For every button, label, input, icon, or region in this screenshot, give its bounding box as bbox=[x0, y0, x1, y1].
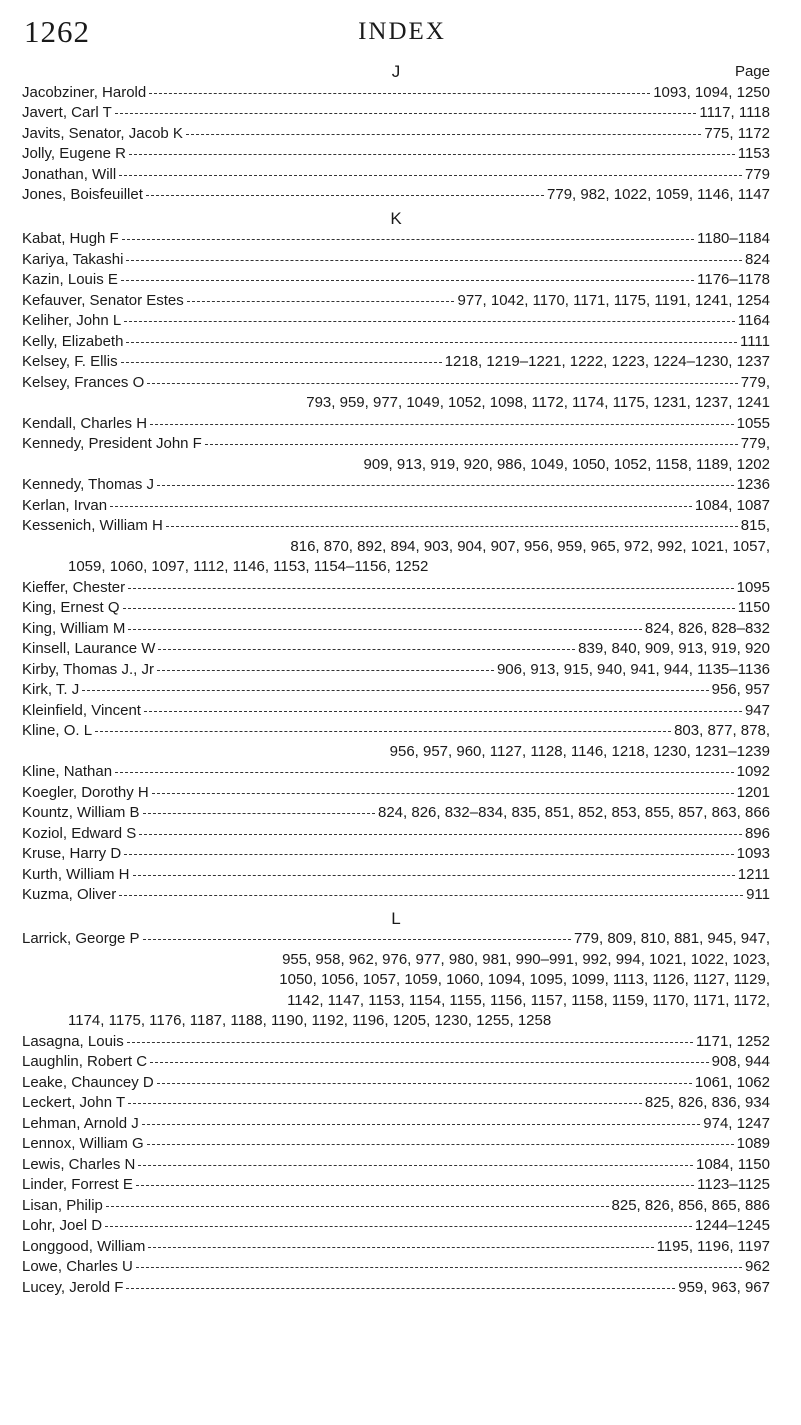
entry-pages-continuation: 955, 958, 962, 976, 977, 980, 981, 990–991, 992, 994, 1021, 1022, 1023, bbox=[282, 950, 770, 968]
entry-line bbox=[22, 660, 770, 681]
index-entry bbox=[22, 1052, 770, 1073]
entry-line bbox=[22, 598, 770, 619]
entry-pages: 779, bbox=[740, 373, 770, 391]
index-entry bbox=[22, 103, 770, 124]
index-entry bbox=[22, 311, 770, 332]
entry-pages: 1093 bbox=[736, 845, 770, 862]
section-heading bbox=[22, 209, 770, 230]
dot-leader bbox=[186, 134, 701, 135]
dot-leader bbox=[146, 195, 544, 196]
dot-leader bbox=[166, 526, 738, 527]
index-entry bbox=[22, 762, 770, 783]
entry-name: Kirby, Thomas J., Jr bbox=[22, 660, 154, 678]
entry-name: Kountz, William B bbox=[22, 804, 140, 821]
entry-pages: 1093, 1094, 1250 bbox=[653, 83, 770, 101]
entry-pages: 1180–1184 bbox=[697, 230, 770, 247]
entry-name: Kuzma, Oliver bbox=[22, 886, 117, 903]
entry-name: Lehman, Arnold J bbox=[22, 1114, 139, 1132]
entry-line bbox=[22, 762, 770, 783]
index-entry bbox=[22, 1237, 770, 1258]
index-section-l bbox=[22, 909, 770, 1299]
entry-pages: 1084, 1150 bbox=[696, 1155, 770, 1173]
entry-line bbox=[22, 619, 770, 640]
entry-name: Laughlin, Robert C bbox=[22, 1053, 148, 1070]
dot-leader bbox=[139, 834, 742, 835]
entry-pages-continuation: 816, 870, 892, 894, 903, 904, 907, 956, 959, 965, 972, 992, 1021, 1057, bbox=[290, 537, 770, 555]
dot-leader bbox=[142, 1124, 701, 1125]
entry-name: Larrick, George P bbox=[22, 930, 140, 947]
dot-leader bbox=[157, 485, 734, 486]
entry-pages-continuation: 1174, 1175, 1176, 1187, 1188, 1190, 1192, 1196, 1205, 1230, 1255, 1258 bbox=[68, 1012, 552, 1029]
entry-pages: 815, bbox=[740, 517, 770, 534]
index-entry bbox=[22, 1155, 770, 1176]
entry-pages: 1164 bbox=[737, 312, 770, 329]
index-entry bbox=[22, 83, 770, 104]
entry-pages: 911 bbox=[746, 886, 770, 903]
entry-name: Koziol, Edward S bbox=[22, 824, 137, 842]
dot-leader bbox=[121, 362, 442, 363]
entry-line bbox=[22, 844, 770, 865]
dot-leader bbox=[128, 1103, 642, 1104]
entry-name: Kelly, Elizabeth bbox=[22, 332, 124, 350]
dot-leader bbox=[150, 1062, 709, 1063]
entry-line bbox=[22, 1278, 770, 1299]
index-entry bbox=[22, 639, 770, 660]
dot-leader bbox=[128, 588, 734, 589]
entry-pages: 906, 913, 915, 940, 941, 944, 1135–1136 bbox=[496, 660, 770, 678]
index-entry bbox=[22, 680, 770, 701]
entry-name: Kirk, T. J bbox=[22, 681, 80, 698]
entry-line bbox=[22, 124, 770, 145]
entry-line bbox=[22, 250, 770, 271]
index-entry bbox=[22, 352, 770, 373]
entry-line bbox=[22, 1196, 770, 1217]
entry-pages: 1201 bbox=[736, 783, 770, 801]
dot-leader bbox=[144, 711, 742, 712]
dot-leader bbox=[157, 1083, 692, 1084]
index-entry bbox=[22, 1278, 770, 1299]
index-entry bbox=[22, 619, 770, 640]
entry-name: Kerlan, Irvan bbox=[22, 496, 108, 514]
index-entry bbox=[22, 124, 770, 145]
entry-name: Kurth, William H bbox=[22, 865, 130, 883]
entry-line bbox=[22, 1175, 770, 1196]
index-entry bbox=[22, 434, 770, 475]
entry-name: Kazin, Louis E bbox=[22, 271, 118, 288]
index-entry bbox=[22, 721, 770, 762]
dot-leader bbox=[143, 813, 375, 814]
dot-leader bbox=[95, 731, 671, 732]
entry-pages: 1176–1178 bbox=[697, 271, 770, 288]
page-header bbox=[22, 14, 782, 54]
entry-name: Kleinfield, Vincent bbox=[22, 701, 141, 719]
entry-name: Lennox, William G bbox=[22, 1135, 144, 1152]
dot-leader bbox=[126, 260, 742, 261]
entry-pages: 956, 957 bbox=[711, 681, 770, 698]
entry-pages-continuation: 909, 913, 919, 920, 986, 1049, 1050, 1052, 1158, 1189, 1202 bbox=[363, 455, 770, 473]
entry-pages: 803, 877, 878, bbox=[674, 722, 770, 739]
dot-leader bbox=[152, 793, 734, 794]
entry-name: Lucey, Jerold F bbox=[22, 1278, 124, 1296]
entry-pages: 824, 826, 832–834, 835, 851, 852, 853, 855, 857, 863, 866 bbox=[377, 804, 770, 821]
entry-pages: 1084, 1087 bbox=[694, 496, 770, 514]
entry-name: Lewis, Charles N bbox=[22, 1155, 136, 1173]
dot-leader bbox=[133, 875, 735, 876]
section-heading bbox=[22, 909, 770, 930]
entry-name: Javert, Carl T bbox=[22, 104, 112, 121]
entry-line bbox=[22, 578, 770, 599]
dot-leader bbox=[106, 1206, 609, 1207]
entry-name: Jolly, Eugene R bbox=[22, 145, 126, 162]
entry-line bbox=[22, 311, 770, 332]
index-entry bbox=[22, 516, 770, 578]
entry-pages: 1244–1245 bbox=[694, 1217, 770, 1234]
entry-name: Kelsey, F. Ellis bbox=[22, 353, 118, 370]
entry-line bbox=[22, 803, 770, 824]
dot-leader bbox=[115, 772, 734, 773]
entry-pages: 1055 bbox=[736, 414, 770, 432]
entry-pages: 908, 944 bbox=[711, 1053, 770, 1070]
dot-leader bbox=[148, 1247, 653, 1248]
dot-leader bbox=[128, 629, 642, 630]
entry-pages-continuation: 1142, 1147, 1153, 1154, 1155, 1156, 1157, 1158, 1159, 1170, 1171, 1172, bbox=[287, 991, 770, 1009]
dot-leader bbox=[143, 939, 571, 940]
dot-leader bbox=[136, 1267, 742, 1268]
entry-name: King, William M bbox=[22, 619, 126, 637]
entry-line bbox=[22, 434, 770, 455]
entry-name: Keliher, John L bbox=[22, 312, 122, 329]
entry-pages: 947 bbox=[744, 701, 770, 719]
entry-pages-continuation: 1059, 1060, 1097, 1112, 1146, 1153, 1154–1156, 1252 bbox=[68, 558, 429, 575]
entry-pages: 962 bbox=[744, 1258, 770, 1275]
entry-pages: 1218, 1219–1221, 1222, 1223, 1224–1230, 1237 bbox=[444, 353, 770, 370]
entry-name: Lisan, Philip bbox=[22, 1196, 103, 1214]
index-entry bbox=[22, 865, 770, 886]
index-entry bbox=[22, 229, 770, 250]
entry-line bbox=[22, 639, 770, 660]
entry-name: Leckert, John T bbox=[22, 1094, 126, 1111]
entry-name: Javits, Senator, Jacob K bbox=[22, 124, 183, 142]
entry-line bbox=[22, 783, 770, 804]
entry-pages: 1095 bbox=[736, 578, 770, 596]
entry-line bbox=[22, 824, 770, 845]
entry-line bbox=[22, 1134, 770, 1155]
index-section-j bbox=[22, 62, 770, 206]
index-entry bbox=[22, 291, 770, 312]
dot-leader bbox=[126, 1288, 675, 1289]
entry-pages: 779, 809, 810, 881, 945, 947, bbox=[573, 930, 770, 947]
dot-leader bbox=[149, 93, 650, 94]
entry-pages: 779, 982, 1022, 1059, 1146, 1147 bbox=[547, 186, 770, 203]
entry-name: Lohr, Joel D bbox=[22, 1217, 103, 1234]
entry-pages: 1111 bbox=[739, 332, 770, 350]
index-section-k bbox=[22, 209, 770, 906]
entry-name: Kelsey, Frances O bbox=[22, 373, 145, 391]
index-entry bbox=[22, 1216, 770, 1237]
entry-name: Kieffer, Chester bbox=[22, 578, 126, 596]
entry-name: Koegler, Dorothy H bbox=[22, 783, 149, 801]
entry-line bbox=[22, 414, 770, 435]
entry-pages: 1089 bbox=[736, 1135, 770, 1152]
entry-line bbox=[22, 701, 770, 722]
entry-name: Jacobziner, Harold bbox=[22, 83, 147, 101]
entry-line bbox=[22, 332, 770, 353]
entry-pages: 824, 826, 828–832 bbox=[644, 619, 770, 637]
entry-name: Kline, O. L bbox=[22, 722, 93, 739]
index-entry bbox=[22, 701, 770, 722]
dot-leader bbox=[187, 301, 455, 302]
index-entry bbox=[22, 144, 770, 165]
dot-leader bbox=[138, 1165, 693, 1166]
index-content bbox=[22, 62, 770, 1298]
dot-leader bbox=[119, 895, 743, 896]
entry-name: Leake, Chauncey D bbox=[22, 1073, 154, 1091]
entry-line bbox=[22, 291, 770, 312]
entry-line bbox=[22, 1155, 770, 1176]
entry-line bbox=[22, 865, 770, 886]
index-entry bbox=[22, 1073, 770, 1094]
entry-name: Lowe, Charles U bbox=[22, 1258, 133, 1275]
entry-line bbox=[22, 373, 770, 394]
entry-line bbox=[22, 1237, 770, 1258]
section-letter: K bbox=[390, 208, 402, 228]
entry-line bbox=[22, 1032, 770, 1053]
entry-name: Kruse, Harry D bbox=[22, 845, 122, 862]
dot-leader bbox=[147, 383, 738, 384]
dot-leader bbox=[105, 1226, 692, 1227]
entry-name: Kessenich, William H bbox=[22, 517, 163, 534]
entry-line bbox=[22, 475, 770, 496]
index-entry bbox=[22, 803, 770, 824]
entry-line bbox=[22, 1257, 770, 1278]
dot-leader bbox=[124, 854, 733, 855]
index-entry bbox=[22, 1257, 770, 1278]
dot-leader bbox=[82, 690, 708, 691]
index-entry bbox=[22, 844, 770, 865]
dot-leader bbox=[136, 1185, 694, 1186]
entry-line bbox=[22, 103, 770, 124]
entry-name: Kennedy, Thomas J bbox=[22, 476, 155, 493]
entry-line bbox=[22, 929, 770, 950]
entry-name: Longgood, William bbox=[22, 1237, 146, 1255]
entry-pages: 825, 826, 836, 934 bbox=[644, 1094, 770, 1111]
dot-leader bbox=[124, 321, 734, 322]
entry-pages: 896 bbox=[744, 824, 770, 842]
index-entry bbox=[22, 1134, 770, 1155]
entry-pages: 1092 bbox=[736, 763, 770, 780]
entry-line bbox=[22, 229, 770, 250]
dot-leader bbox=[129, 154, 735, 155]
entry-line bbox=[22, 721, 770, 742]
dot-leader bbox=[127, 1042, 693, 1043]
dot-leader bbox=[126, 342, 737, 343]
entry-line bbox=[22, 1114, 770, 1135]
entry-pages: 1117, 1118 bbox=[699, 104, 770, 121]
entry-line bbox=[22, 680, 770, 701]
dot-leader bbox=[119, 175, 742, 176]
entry-name: Kariya, Takashi bbox=[22, 250, 124, 268]
entry-line bbox=[22, 270, 770, 291]
entry-name: Jones, Boisfeuillet bbox=[22, 186, 143, 203]
entry-name: Kline, Nathan bbox=[22, 763, 113, 780]
index-entry bbox=[22, 578, 770, 599]
entry-line bbox=[22, 144, 770, 165]
dot-leader bbox=[121, 280, 694, 281]
entry-line bbox=[22, 1052, 770, 1073]
entry-pages: 959, 963, 967 bbox=[678, 1278, 770, 1296]
dot-leader bbox=[147, 1144, 734, 1145]
entry-name: King, Ernest Q bbox=[22, 599, 120, 616]
entry-line bbox=[22, 885, 770, 906]
dot-leader bbox=[158, 649, 575, 650]
index-entry bbox=[22, 332, 770, 353]
index-entry bbox=[22, 1093, 770, 1114]
entry-line bbox=[22, 1073, 770, 1094]
page-title: INDEX bbox=[358, 18, 446, 45]
entry-line bbox=[22, 165, 770, 186]
index-entry bbox=[22, 885, 770, 906]
index-entry bbox=[22, 1114, 770, 1135]
entry-name: Kendall, Charles H bbox=[22, 414, 148, 432]
dot-leader bbox=[157, 670, 494, 671]
entry-pages: 974, 1247 bbox=[703, 1114, 770, 1132]
entry-name: Kinsell, Laurance W bbox=[22, 640, 156, 657]
entry-pages: 1195, 1196, 1197 bbox=[656, 1237, 770, 1255]
entry-pages: 1061, 1062 bbox=[694, 1073, 770, 1091]
index-entry bbox=[22, 1175, 770, 1196]
section-letter: L bbox=[391, 908, 401, 928]
index-entry bbox=[22, 660, 770, 681]
entry-pages: 977, 1042, 1170, 1171, 1175, 1191, 1241, 1254 bbox=[457, 291, 770, 309]
dot-leader bbox=[122, 239, 694, 240]
index-entry bbox=[22, 270, 770, 291]
dot-leader bbox=[150, 424, 734, 425]
section-heading bbox=[22, 62, 770, 83]
page-column-header: Page bbox=[734, 63, 770, 80]
index-entry bbox=[22, 165, 770, 186]
index-entry bbox=[22, 783, 770, 804]
entry-pages: 1123–1125 bbox=[697, 1176, 770, 1193]
entry-pages-continuation: 793, 959, 977, 1049, 1052, 1098, 1172, 1174, 1175, 1231, 1237, 1241 bbox=[306, 394, 770, 411]
entry-pages: 825, 826, 856, 865, 886 bbox=[611, 1196, 770, 1214]
entry-pages: 1150 bbox=[737, 599, 770, 616]
entry-pages-continuation: 956, 957, 960, 1127, 1128, 1146, 1218, 1230, 1231–1239 bbox=[389, 742, 770, 760]
dot-leader bbox=[205, 444, 738, 445]
entry-line bbox=[22, 1216, 770, 1237]
index-entry bbox=[22, 185, 770, 206]
entry-line bbox=[22, 496, 770, 517]
entry-line bbox=[22, 83, 770, 104]
dot-leader bbox=[110, 506, 692, 507]
entry-name: Jonathan, Will bbox=[22, 165, 117, 183]
index-entry bbox=[22, 414, 770, 435]
index-entry bbox=[22, 373, 770, 414]
index-entry bbox=[22, 1032, 770, 1053]
entry-pages: 824 bbox=[744, 250, 770, 268]
entry-pages: 839, 840, 909, 913, 919, 920 bbox=[578, 640, 770, 657]
entry-pages: 779, bbox=[740, 435, 770, 452]
entry-line bbox=[22, 352, 770, 373]
entry-pages: 775, 1172 bbox=[704, 124, 770, 142]
entry-pages-continuation: 1050, 1056, 1057, 1059, 1060, 1094, 1095, 1099, 1113, 1126, 1127, 1129, bbox=[279, 971, 770, 988]
entry-name: Kefauver, Senator Estes bbox=[22, 291, 184, 309]
entry-name: Linder, Forrest E bbox=[22, 1176, 133, 1193]
page-number: 1262 bbox=[24, 14, 90, 49]
dot-leader bbox=[115, 113, 697, 114]
entry-pages: 779 bbox=[744, 165, 770, 183]
index-entry bbox=[22, 1196, 770, 1217]
entry-line bbox=[22, 1093, 770, 1114]
index-entry bbox=[22, 496, 770, 517]
index-entry bbox=[22, 475, 770, 496]
section-letter: J bbox=[391, 62, 401, 81]
index-entry bbox=[22, 250, 770, 271]
entry-pages: 1211 bbox=[737, 865, 770, 883]
entry-pages: 1153 bbox=[737, 145, 770, 162]
entry-line bbox=[22, 185, 770, 206]
entry-name: Kabat, Hugh F bbox=[22, 230, 119, 247]
dot-leader bbox=[123, 608, 735, 609]
entry-pages: 1171, 1252 bbox=[696, 1032, 770, 1050]
entry-pages: 1236 bbox=[736, 476, 770, 493]
entry-name: Kennedy, President John F bbox=[22, 435, 202, 452]
index-entry bbox=[22, 929, 770, 1032]
entry-line bbox=[22, 516, 770, 537]
entry-name: Lasagna, Louis bbox=[22, 1032, 124, 1050]
index-entry bbox=[22, 824, 770, 845]
index-entry bbox=[22, 598, 770, 619]
